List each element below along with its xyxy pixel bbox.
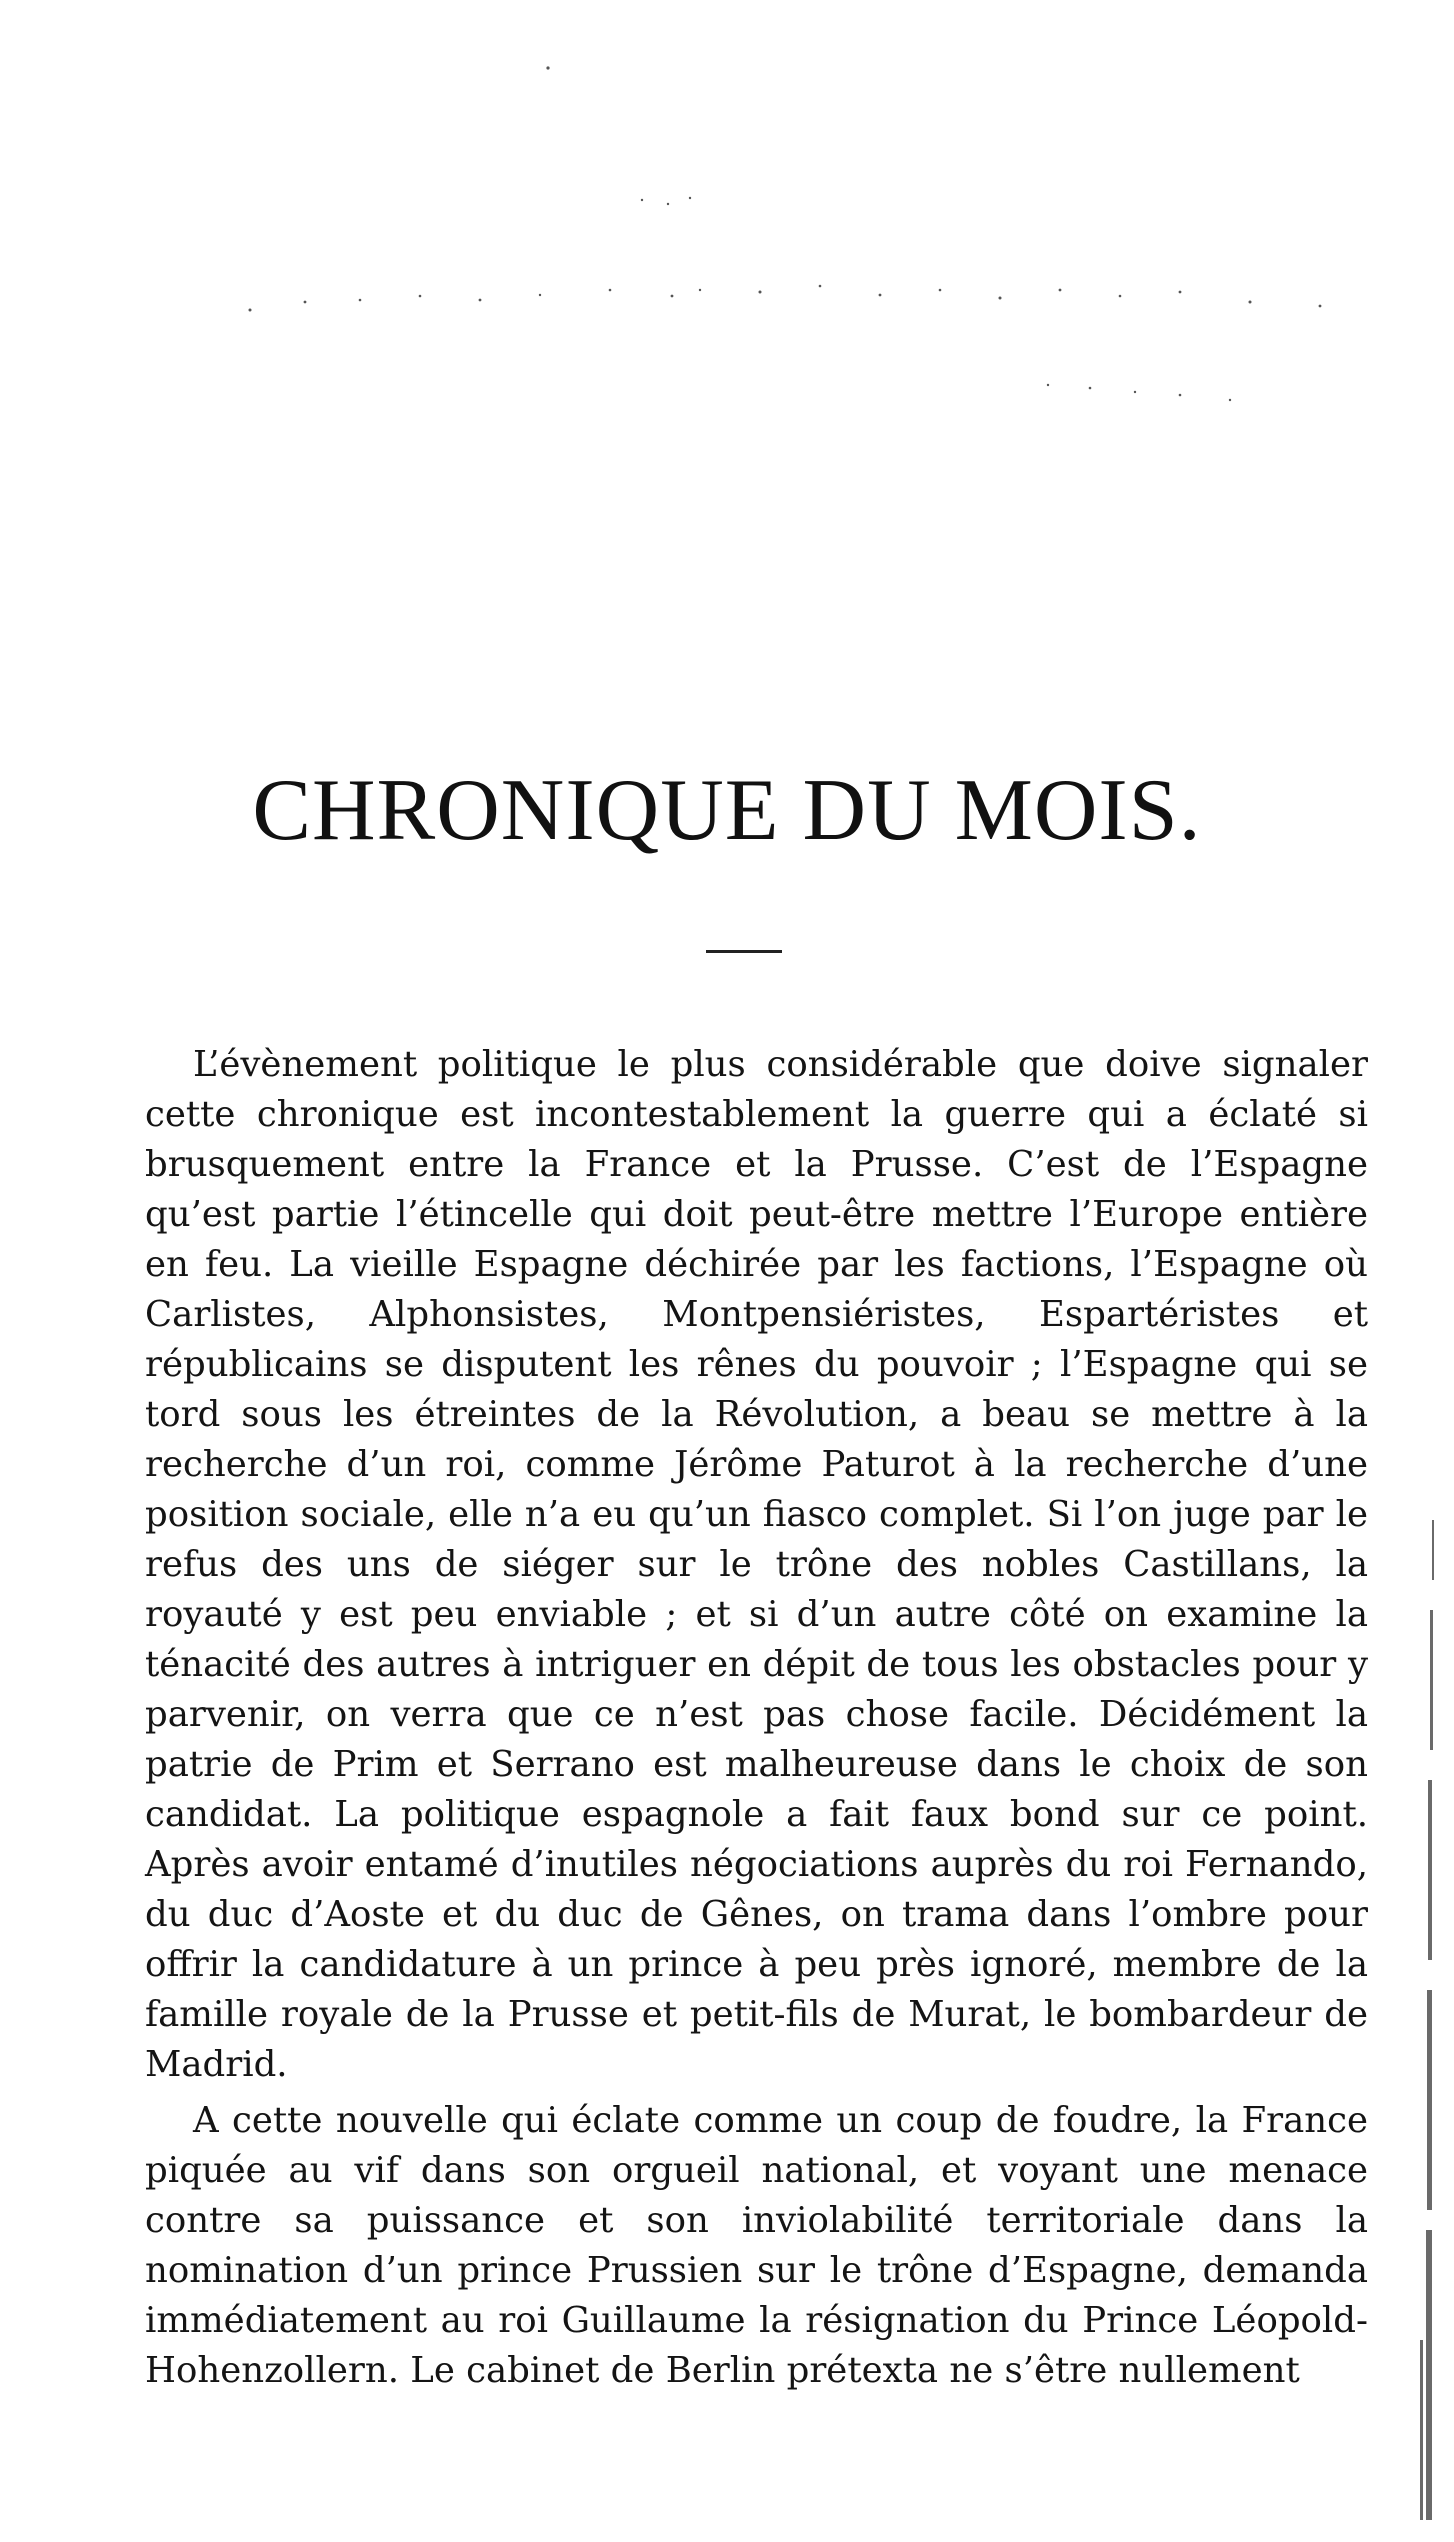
paragraph-1: L’évènement politique le plus considérable que doive signaler cette chronique est incontestablement la guerre qui a éclaté si brusquement entre la France et la Prusse. C’est de l’Espagne qu’est partie l’étincelle qui doit peut-être mettre l’Europe entière en feu. La vieille Espagne déchirée par les factions, l’Espagne où Carlistes, Alphonsistes, Montpensiéristes, Espartéristes et républicains se disputent les rênes du pouvoir ; l’Espagne qui se tord sous les étreintes de la Révolution, a beau se mettre à la recherche d’un roi, comme Jérôme Paturot à la recherche d’une position sociale, elle n’a eu qu’un fiasco complet. Si l’on juge par le refus des uns de siéger sur le trône des nobles Castillans, la royauté y est peu enviable ; et si d’un autre côté on examine la ténacité des autres à intriguer en dépit de tous les obstacles pour y parvenir, on verra que ce n’est pas chose facile. Décidément la patrie de Prim et Serrano est malheureuse dans le choix de son candidat. La politique espagnole a fait faux bond sur ce point. Après avoir entamé d’inutiles négociations auprès du roi Fernando, du duc d’Aoste et du duc de Gênes, on trama dans l’ombre pour offrir la candidature à un prince à peu près ignoré, membre de la famille royale de la Prusse et petit-fils de Murat, le bombardeur de Madrid. xyxy=(145,1044,1368,2085)
paragraph-2: A cette nouvelle qui éclate comme un coup de foudre, la France piquée au vif dans son orgueil national, et voyant une menace contre sa puissance et son inviolabilité territoriale dans la nomination d’un prince Prussien sur le trône d’Espagne, demanda immédiatement au roi Guillaume la résignation du Prince Léopold-Hohenzollern. Le cabinet de Berlin prétexta ne s’être nullement xyxy=(145,2100,1368,2391)
page-edge-shadow xyxy=(1410,1520,1440,2530)
page-title: CHRONIQUE DU MOIS. xyxy=(252,762,1202,859)
title-divider xyxy=(706,950,782,953)
article-body xyxy=(145,1040,1368,2396)
scan-specks xyxy=(0,0,1454,700)
